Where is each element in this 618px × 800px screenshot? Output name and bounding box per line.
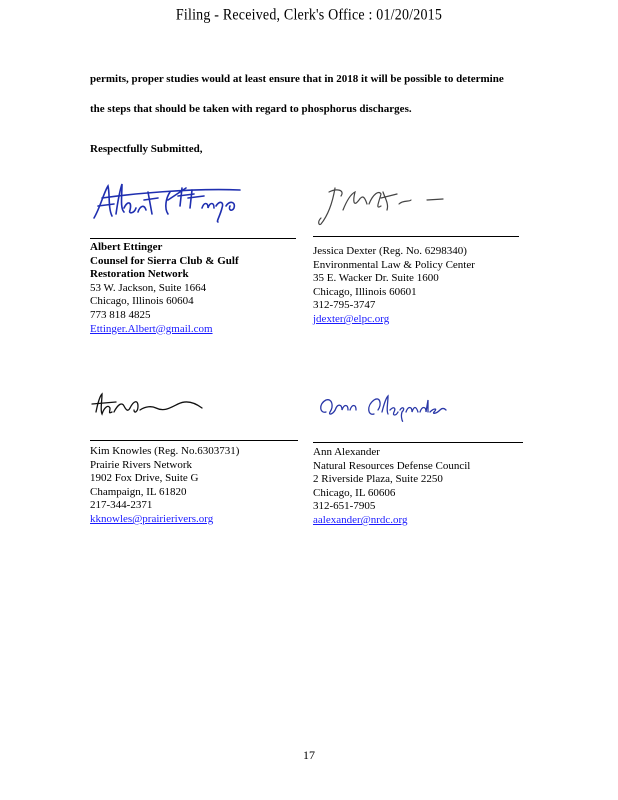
signatory-line: 312-651-7905	[313, 500, 376, 513]
signature-line-ettinger	[90, 238, 296, 239]
page-number: 17	[303, 748, 315, 762]
signature-block-ettinger	[90, 241, 239, 336]
signatory-line: Champaign, IL 61820	[90, 485, 187, 498]
signatory-line: 1902 Fox Drive, Suite G	[90, 472, 199, 485]
signatory-line: 217-344-2371	[90, 499, 153, 512]
signatory-line: Environmental Law & Policy Center	[313, 258, 475, 271]
signatory-name: Albert Ettinger	[90, 241, 163, 253]
signatory-line: 53 W. Jackson, Suite 1664	[90, 281, 207, 294]
signature-line-alexander	[313, 442, 523, 443]
email-link[interactable]: kknowles@prairierivers.org	[90, 512, 214, 525]
body-line-2: the steps that should be taken with regard to phosphorus discharges.	[90, 103, 412, 115]
signature-ettinger	[90, 178, 270, 228]
signatory-line: 35 E. Wacker Dr. Suite 1600	[313, 272, 439, 285]
signature-alexander	[316, 390, 456, 426]
signature-block-dexter	[313, 245, 475, 327]
signature-block-knowles	[90, 445, 239, 527]
signatory-name: Kim Knowles (Reg. No.6303731)	[90, 445, 240, 457]
signatory-line: 2 Riverside Plaza, Suite 2250	[313, 473, 443, 486]
signatory-line: 773 818 4825	[90, 308, 151, 321]
signature-dexter	[315, 180, 455, 230]
closing-text: Respectfully Submitted,	[90, 143, 203, 155]
signatory-line: Prairie Rivers Network	[90, 458, 193, 471]
filing-header: Filing - Received, Clerk's Office : 01/20/2015	[175, 7, 443, 24]
signatory-name: Ann Alexander	[313, 446, 380, 458]
email-link[interactable]: aalexander@nrdc.org	[313, 513, 408, 526]
email-link[interactable]: jdexter@elpc.org	[313, 312, 390, 325]
signatory-line: Chicago, Illinois 60604	[90, 295, 194, 308]
signatory-line: Counsel for Sierra Club & Gulf	[90, 254, 239, 267]
signature-block-alexander	[313, 446, 470, 528]
signatory-line: Chicago, Illinois 60601	[313, 285, 417, 298]
signatory-line: 312-795-3747	[313, 299, 376, 312]
signature-line-dexter	[313, 236, 519, 237]
signatory-line: Chicago, IL 60606	[313, 486, 396, 499]
signature-line-knowles	[90, 440, 298, 441]
body-line-1: permits, proper studies would at least ensure that in 2018 it will be possible to determine	[90, 73, 504, 85]
signatory-line: Natural Resources Defense Council	[313, 459, 471, 472]
email-link[interactable]: Ettinger.Albert@gmail.com	[90, 322, 213, 335]
signature-knowles	[90, 388, 220, 424]
signatory-name: Jessica Dexter (Reg. No. 6298340)	[313, 245, 467, 257]
signatory-line: Restoration Network	[90, 268, 189, 281]
